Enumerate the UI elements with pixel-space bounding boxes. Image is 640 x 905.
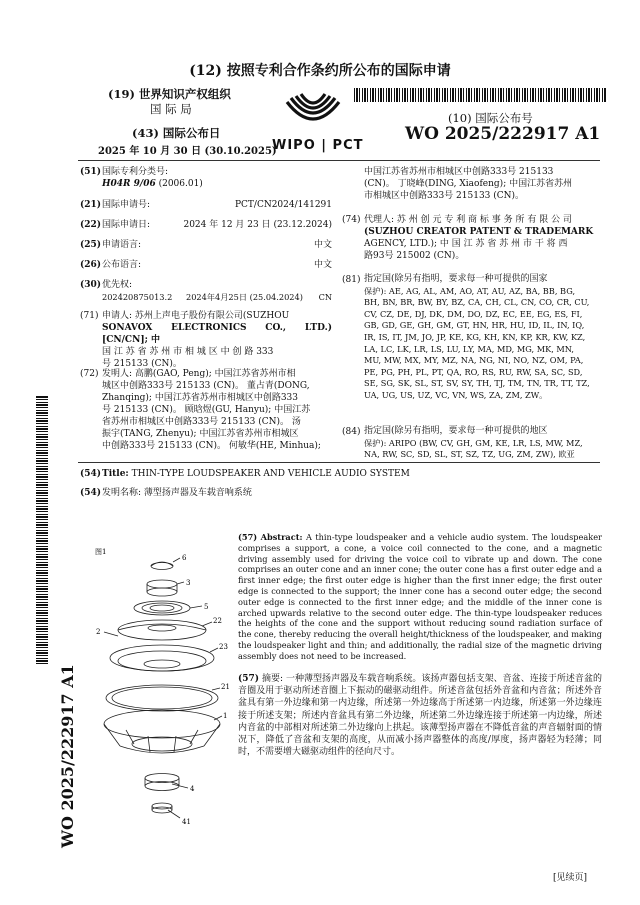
field-81-code: (81): [342, 275, 361, 285]
field-25: (25)申请语言: 中文: [80, 240, 332, 250]
document-title: (12) 按照专利合作条约所公布的国际申请: [189, 63, 451, 79]
figure-label: 图1: [95, 548, 107, 556]
publication-date-label: (43) 国际公布日: [132, 126, 221, 140]
field-30: (30)优先权:: [80, 280, 133, 290]
continued-on-next-page: [见续页]: [553, 873, 588, 883]
publication-date: 2025 年 10 月 30 日 (30.10.2025): [98, 146, 277, 157]
field-71-code: (71): [80, 311, 99, 321]
field-71-applicant: 申请人: 苏州上声电子股份有限公司(SUZHOU SONAVOX ELECTRONICS CO., LTD.) [CN/CN]; 中 国 江 苏 省 苏 州 市 相 城 区 中 创 路 333 号 215133 (CN)。: [102, 311, 332, 369]
ref-41: 41: [182, 818, 191, 826]
ref-3: 3: [186, 579, 191, 587]
inventors-continued: 中国江苏省苏州市相城区中创路333号 215133 (CN)。 丁晓峰(DING, Xiaofeng); 中国江苏省苏州 市相城区中创路333号 215133 (CN)。: [364, 167, 573, 201]
field-72-code: (72): [80, 369, 99, 379]
organization-name: (19) 世界知识产权组织: [108, 87, 231, 101]
field-51-value: H04R 9/06 (2006.01): [102, 179, 203, 189]
field-26: (26)公布语言: 中文: [80, 260, 332, 270]
field-84-regional-states: 指定国(除另有指明，要求每一种可提供的地区 保护): ARIPO (BW, CV, GH, GM, KE, LR, LS, MW, MZ, NA, RW, SC, SD, SL, ST, SZ, TZ, UG, ZM, ZW), 欧亚: [364, 426, 583, 460]
title-english: (54)Title: THIN-TYPE LOUDSPEAKER AND VEHICLE AUDIO SYSTEM: [80, 469, 410, 479]
barcode-side: [36, 396, 48, 664]
ref-23: 23: [219, 643, 228, 651]
field-84-code: (84): [342, 427, 361, 437]
figure-exploded-view: [92, 540, 232, 840]
ref-6: 6: [182, 554, 187, 562]
ref-21: 21: [221, 683, 230, 691]
publication-number: WO 2025/222917 A1: [405, 124, 601, 144]
ref-22: 22: [213, 617, 222, 625]
priority-row: 202420875013.2 2024年4月25日 (25.04.2024) CN: [102, 292, 332, 302]
wipo-pct-logo: WIPO | PCT: [272, 138, 364, 153]
field-74-code: (74): [342, 215, 361, 225]
title-chinese: (54)发明名称: 薄型扬声器及车载音响系统: [80, 488, 252, 498]
publication-number-label: (10) 国际公布号: [448, 111, 533, 125]
organization-bureau: 国 际 局: [150, 102, 192, 116]
biblio-divider: [78, 462, 600, 463]
abstract-english: (57) Abstract: A thin-type loudspeaker and a vehicle audio system. The loudspeaker comprises a support, a cone, a voice coil connected to the cone, and a magnetic driving assembly used for driving the voice coil to vibrate up and down. The cone comprises an outer cone and an inner cone; the outer cone has a first outer edge and a first inner edge; the first outer edge is higher than the first inner edge; the first outer edge is connected to the support; the inner cone has a second outer edge; the second outer edge is connected to the first inner edge; and the middle of the inner cone is arched upwards relative to the second outer edge. The thin-type loudspeaker reduces the heights of the cone and the support without reducing sound radiation surface of the cone, thereby reducing the overall height/thickness of the loudspeaker, and making the loudspeaker light and thin; and additionally, the radial size of the magnetic driving assembly does not need to be increased.: [238, 532, 602, 661]
header-divider: [78, 160, 600, 161]
ref-1: 1: [223, 712, 228, 720]
field-74-agent: 代理人: 苏 州 创 元 专 利 商 标 事 务 所 有 限 公 司 (SUZHOU CREATOR PATENT & TRADEMARK AGENCY, LTD.); 中 国 江 苏 省 苏 州 市 干 将 西 路93号 215002 (CN)。: [364, 215, 594, 261]
wipo-emblem-icon: [283, 92, 343, 136]
field-72-inventors: 发明人: 高鹏(GAO, Peng); 中国江苏省苏州市相 城区中创路333号 215133 (CN)。 董占青(DONG, Zhanqing); 中国江苏省苏州市相城区中创路333 号 215133 (CN)。 顾晗煜(GU, Hanyu); 中国江苏 省苏州市相城区中创路333号 215133 (CN)。 汤 振宇(TANG, Zhenyu); 中国江苏省苏州市相城区 中创路333号 215133 (CN)。 何敏华(HE, Minhua);: [102, 369, 321, 451]
field-81-designated-states: 指定国(除另有指明，要求每一种可提供的国家 保护): AE, AG, AL, AM, AO, AT, AU, AZ, BA, BB, BG, BH, BN, BR, BW, BY, BZ, CA, CH, CL, CN, CO, CR, CU, CV, CZ, DE, DJ, DK, DM, DO, DZ, EC, EE, EG, ES, FI, GB, GD, GE, GH, GM, GT, HN, HR, HU, ID, IL, IN, IQ, IR, IS, IT, JM, JO, JP, KE, KG, KH, KN, KP, KR, KW, KZ, LA, LC, LK, LR, LS, LU, LY, MA, MD, MG, MK, MN, MU, MW, MX, MY, MZ, NA, NG, NI, NO, NZ, OM, PA, PE, PG, PH, PL, PT, QA, RO, RS, RU, RW, SA, SC, SD, SE, SG, SK, SL, ST, SV, SY, TH, TJ, TM, TN, TR, TT, TZ, UA, UG, US, UZ, VC, VN, WS, ZA, ZM, ZW。: [364, 274, 590, 400]
field-51: (51)国际专利分类号:: [80, 167, 169, 177]
side-publication-number: WO 2025/222917 A1: [58, 664, 77, 848]
ref-2: 2: [96, 628, 101, 636]
ref-4: 4: [190, 785, 195, 793]
abstract-chinese: (57) 摘要: 一种薄型扬声器及车载音响系统。该扬声器包括支架、音盆、连接于所述音盆的音圈及用于驱动所述音圈上下振动的磁驱动组件。所述音盆包括外音盆和内音盆；所述外音盆具有第一外边缘和第一内边缘，所述第一外边缘高于所述第一内边缘，所述第一外边缘连接于所述支架；所述内音盆具有第二外边缘，所述第二外边缘连接于所述第一内边缘，所述内音盆的中部相对所述第二外边缘向上拱起。该薄型扬声器在不降低音盆的声音辐射面的情况下，降低了音盆和支架的高度，从而减小扬声器整体的高度/厚度，扬声器轻为轻薄；同时，不需要增大磁驱动组件的径向尺寸。: [238, 674, 602, 758]
ref-5: 5: [204, 603, 209, 611]
field-22: (22)国际申请日: 2024 年 12 月 23 日 (23.12.2024): [80, 220, 332, 230]
field-21: (21)国际申请号: PCT/CN2024/141291: [80, 200, 332, 210]
barcode-top: [354, 88, 606, 102]
